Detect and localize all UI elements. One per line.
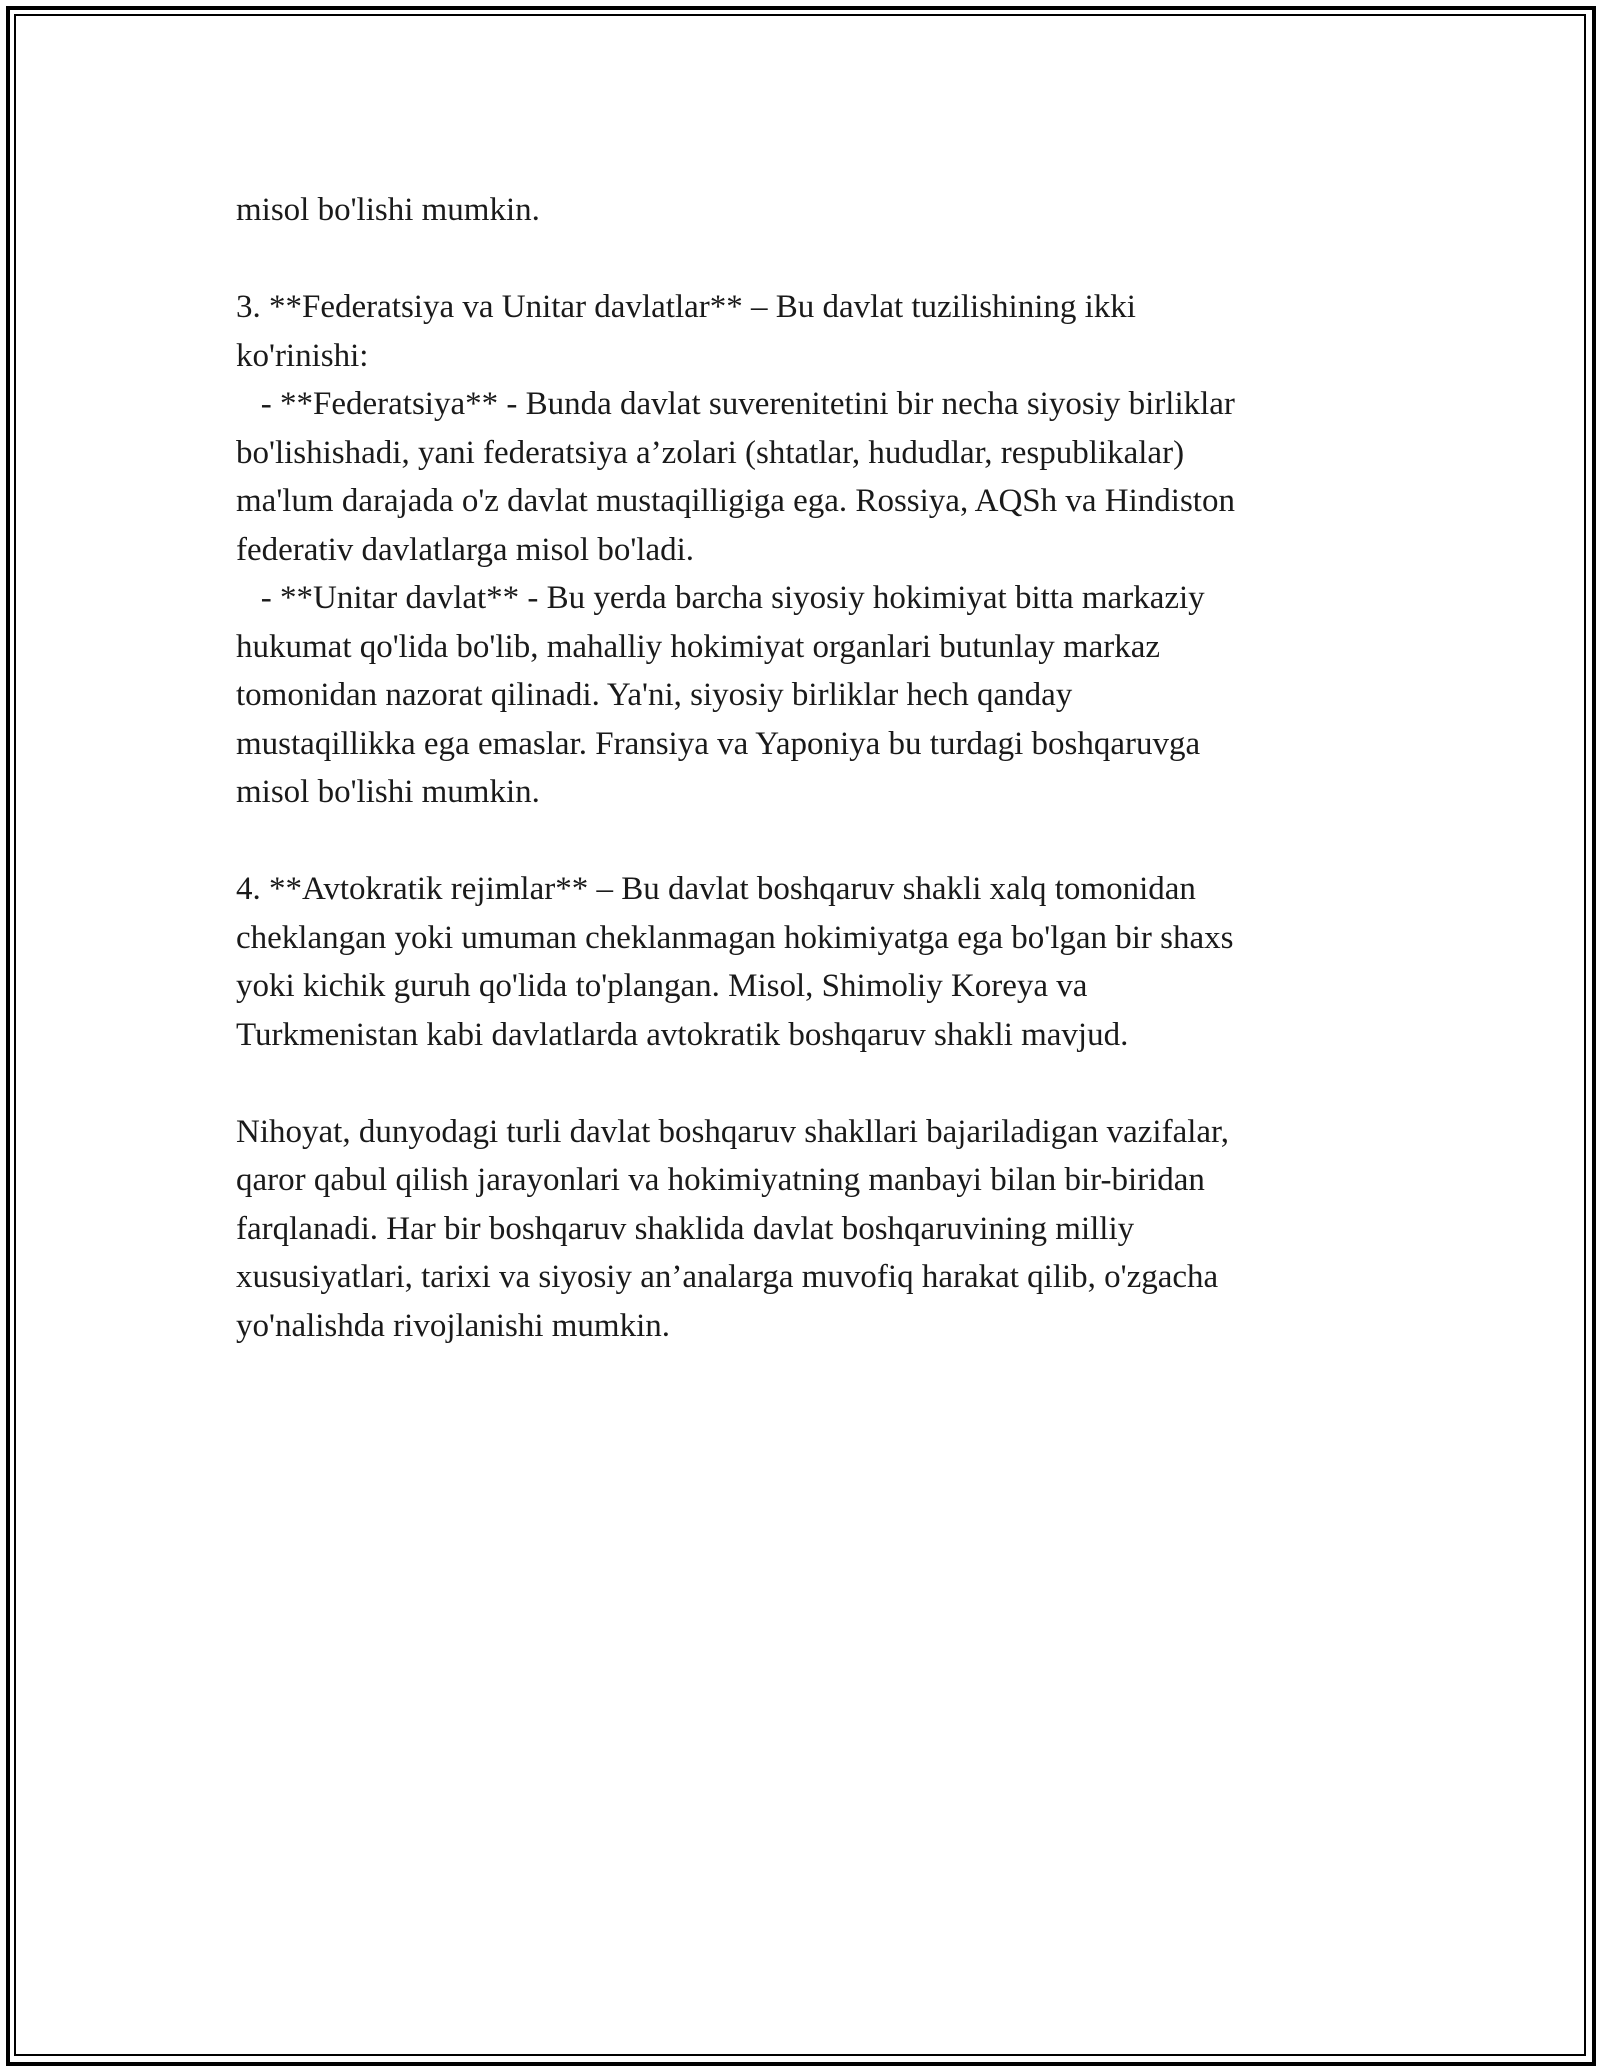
text-line: qaror qabul qilish jarayonlari va hokimiyatning manbayi bilan bir-biridan xyxy=(236,1162,1205,1198)
blank-line xyxy=(236,1059,1376,1108)
text-line: cheklangan yoki umuman cheklanmagan hokimiyatga ega bo'lgan bir shaxs xyxy=(236,919,1234,956)
blank-line xyxy=(236,235,1376,284)
text-line: tomonidan nazorat qilinadi. Ya'ni, siyosiy birliklar hech qanday xyxy=(236,677,1073,713)
text-line: farqlanadi. Har bir boshqaruv shaklida davlat boshqaruvining milliy xyxy=(236,1210,1135,1247)
text-line: 4. **Avtokratik rejimlar** – Bu davlat boshqaruv shakli xalq tomonidan xyxy=(236,871,1196,907)
text-line: federativ davlatlarga misol bo'ladi. xyxy=(236,531,695,568)
text-line: yo'nalishda rivojlanishi mumkin. xyxy=(236,1307,670,1344)
text-line: - **Federatsiya** - Bunda davlat suverenitetini bir necha siyosiy birliklar xyxy=(236,386,1235,422)
text-line: - **Unitar davlat** - Bu yerda barcha siyosiy hokimiyat bitta markaziy xyxy=(236,580,1205,616)
text-line: Nihoyat, dunyodagi turli davlat boshqaruv shakllari bajariladigan vazifalar, xyxy=(236,1113,1229,1150)
text-line: 3. **Federatsiya va Unitar davlatlar** – Bu davlat tuzilishining ikki xyxy=(236,289,1136,325)
blank-line xyxy=(236,817,1376,866)
text-line: ko'rinishi: xyxy=(236,337,369,374)
text-line: hukumat qo'lida bo'lib, mahalliy hokimiyat organlari butunlay markaz xyxy=(236,628,1161,665)
text-line: yoki kichik guruh qo'lida to'plangan. Misol, Shimoliy Koreya va xyxy=(236,968,1088,1004)
text-line: Turkmenistan kabi davlatlarda avtokratik boshqaruv shakli mavjud. xyxy=(236,1016,1129,1053)
text-line: bo'lishishadi, yani federatsiya a’zolari (shtatlar, hududlar, respublikalar) xyxy=(236,434,1185,471)
text-line: xususiyatlari, tarixi va siyosiy an’analarga muvofiq harakat qilib, o'zgacha xyxy=(236,1259,1219,1295)
text-line: misol bo'lishi mumkin. xyxy=(236,192,540,228)
text-line: ma'lum darajada o'z davlat mustaqilligiga ega. Rossiya, AQSh va Hindiston xyxy=(236,483,1235,519)
document-body xyxy=(236,186,1376,1350)
text-line: mustaqillikka ega emaslar. Fransiya va Yaponiya bu turdagi boshqaruvga xyxy=(236,725,1201,762)
text-line: misol bo'lishi mumkin. xyxy=(236,774,540,810)
